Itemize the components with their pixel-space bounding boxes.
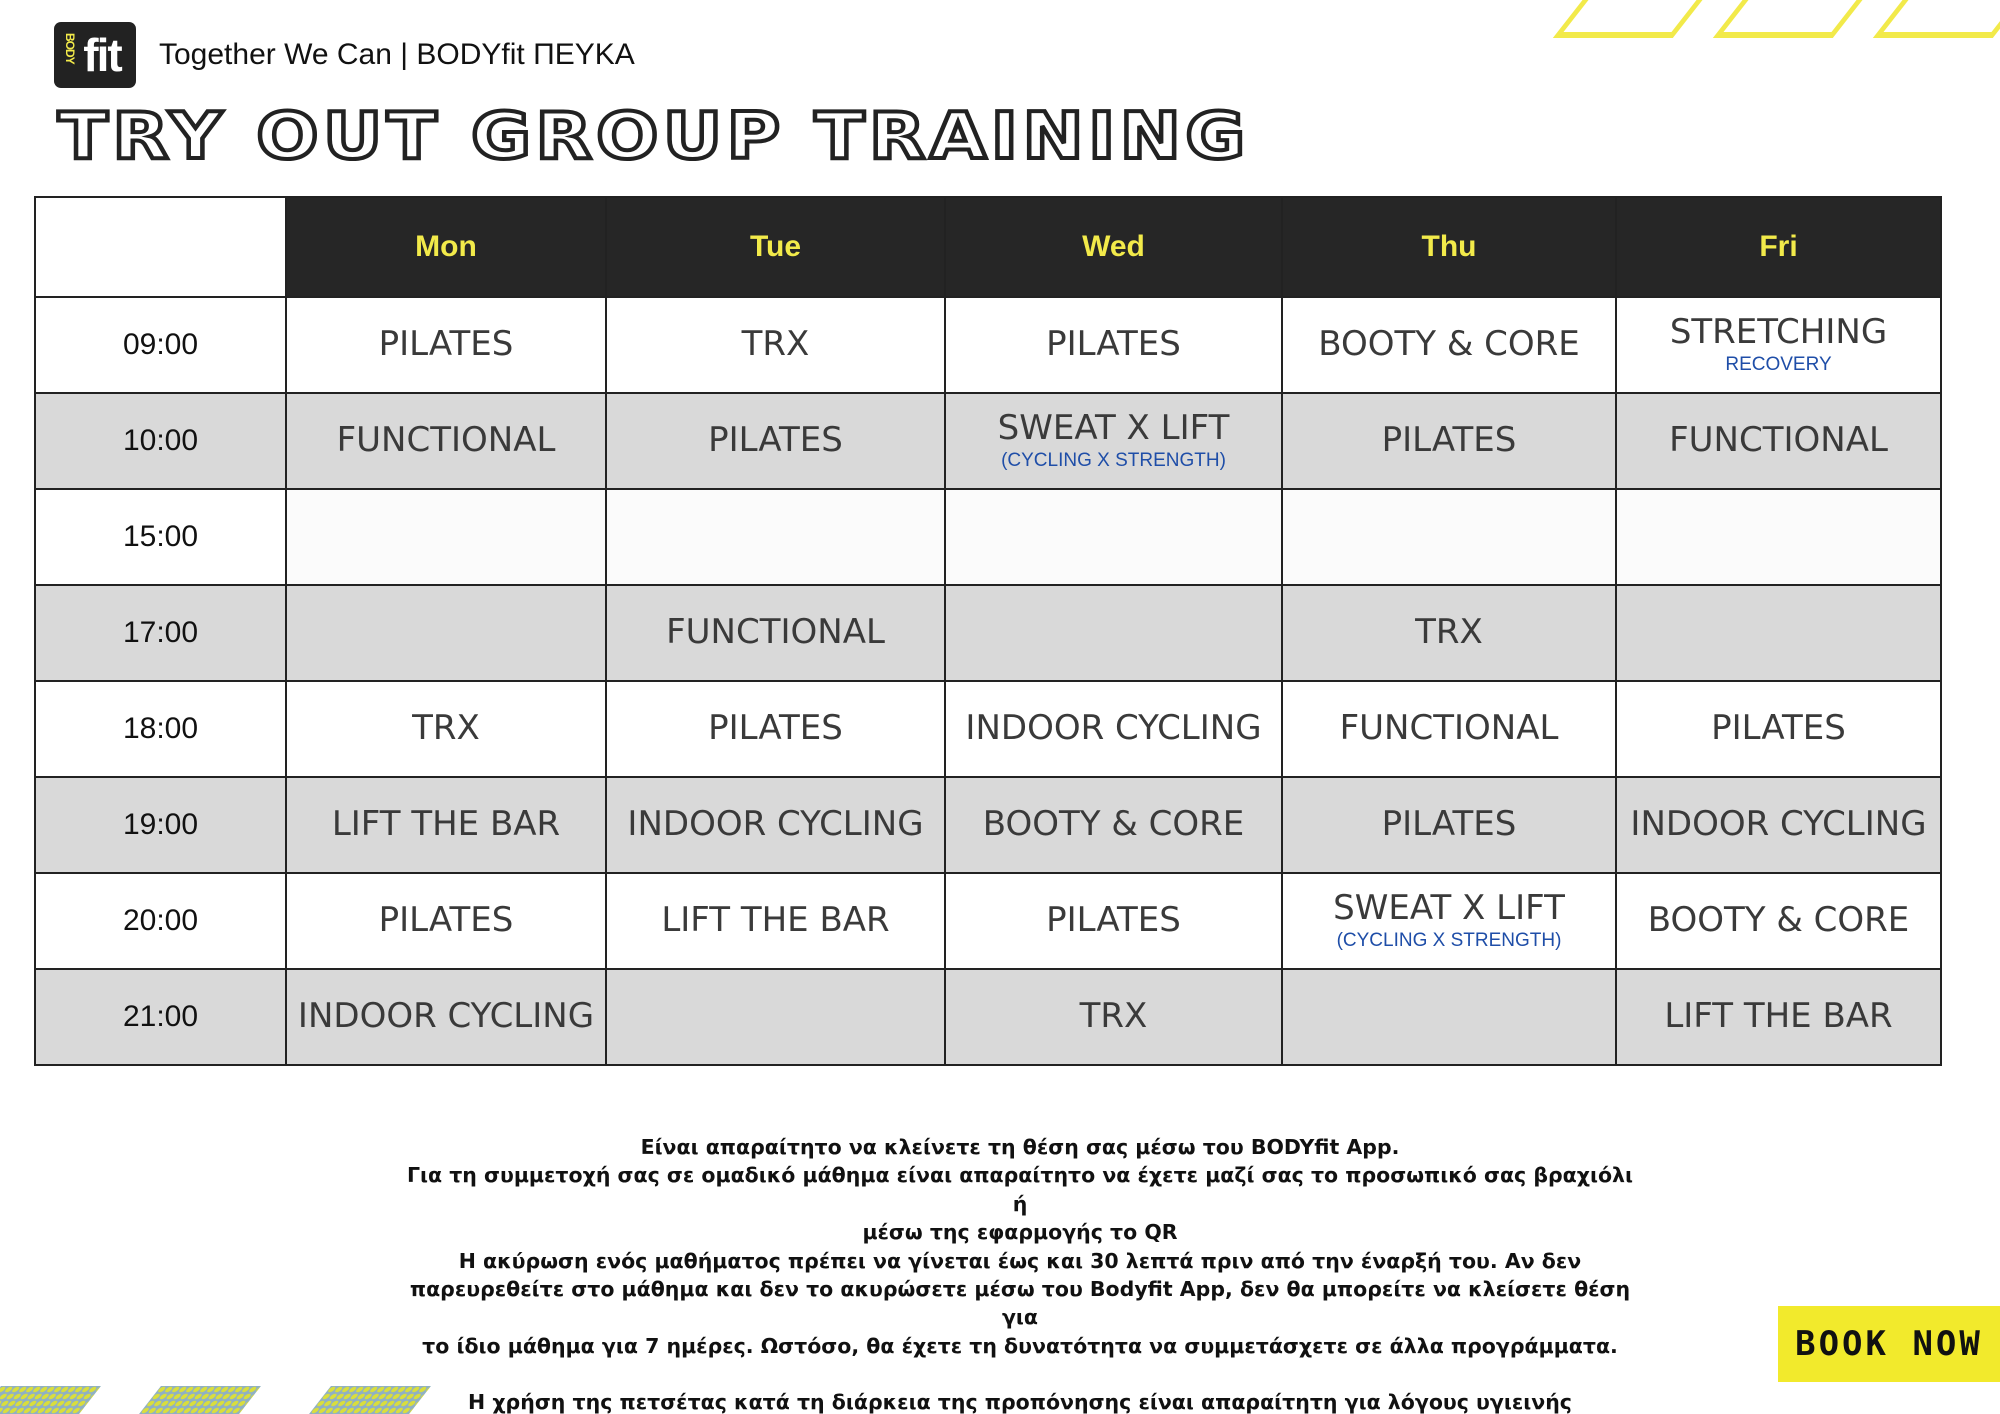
class-name: FUNCTIONAL (666, 612, 885, 653)
class-name: INDOOR CYCLING (297, 996, 595, 1037)
class-cell (945, 681, 1282, 777)
stripe-decoration (1713, 0, 1867, 38)
empty-cell (606, 969, 945, 1065)
decorative-stripes-top (1530, 0, 2000, 44)
empty-cell (1616, 489, 1941, 585)
table-row (35, 489, 1941, 585)
empty-cell (1282, 489, 1616, 585)
class-subtitle: (CYCLING X STRENGTH) (1336, 929, 1562, 951)
class-name: INDOOR CYCLING (965, 708, 1262, 749)
class-cell (606, 297, 945, 393)
empty-cell (945, 585, 1282, 681)
class-name: LIFT THE BAR (661, 900, 890, 941)
notes-line: Η ακύρωση ενός μαθήματος πρέπει να γίνεται έως και 30 λεπτά πριν από την έναρξή του. Αν δεν (458, 1248, 1582, 1273)
logo-fit-text: fit (83, 29, 121, 81)
page-title: TRY OUT GROUP TRAINING (58, 100, 1250, 174)
class-name: TRX (412, 708, 480, 749)
class-cell (286, 873, 606, 969)
class-cell (606, 777, 945, 873)
class-name: PILATES (1711, 708, 1846, 749)
stripe-decoration (0, 1386, 101, 1414)
day-header-tue: Tue (606, 197, 945, 297)
time-slot: 19:00 (35, 777, 286, 873)
class-name: FUNCTIONAL (1669, 420, 1888, 461)
class-name: PILATES (708, 708, 843, 749)
notes-lines (405, 1133, 1635, 1360)
decorative-stripes-bottom (0, 1386, 460, 1414)
class-cell (286, 969, 606, 1065)
stripe-decoration (1553, 0, 1707, 38)
hygiene-note: Η χρήση της πετσέτας κατά τη διάρκεια της προπόνησης είναι απαραίτητη για λόγους υγιεινής (468, 1390, 1572, 1414)
class-name: INDOOR CYCLING (627, 804, 924, 845)
class-cell (945, 969, 1282, 1065)
time-slot: 15:00 (35, 489, 286, 585)
class-name: PILATES (1381, 804, 1517, 845)
class-name: FUNCTIONAL (336, 420, 556, 461)
corner-cell (35, 197, 286, 297)
class-cell (1282, 777, 1616, 873)
empty-cell (1616, 585, 1941, 681)
class-cell (1616, 969, 1941, 1065)
class-cell (1282, 873, 1616, 969)
class-name: TRX (1415, 612, 1483, 653)
time-slot: 21:00 (35, 969, 286, 1065)
table-row (35, 873, 1941, 969)
time-slot: 17:00 (35, 585, 286, 681)
empty-cell (286, 585, 606, 681)
class-subtitle: RECOVERY (1725, 353, 1832, 375)
class-subtitle: (CYCLING X STRENGTH) (1001, 449, 1226, 471)
notes-line: Για τη συμμετοχή σας σε ομαδικό μάθημα είναι απαραίτητο να έχετε μαζί σας το προσωπικό σας βραχιόλι ή (406, 1163, 1634, 1216)
class-name: PILATES (1381, 420, 1517, 461)
class-name: INDOOR CYCLING (1630, 804, 1927, 845)
empty-cell (945, 489, 1282, 585)
class-cell (286, 297, 606, 393)
notes-spacer (405, 1360, 1635, 1388)
class-cell (286, 681, 606, 777)
class-cell (1282, 681, 1616, 777)
table-row (35, 969, 1941, 1065)
class-name: STRETCHING (1669, 312, 1888, 353)
table-row (35, 585, 1941, 681)
class-cell (945, 777, 1282, 873)
notes-line: το ίδιο μάθημα για 7 ημέρες. Ωστόσο, θα έχετε τη δυνατότητα να συμμετάσχετε σε άλλα προγράμματα. (422, 1333, 1618, 1358)
day-header-mon: Mon (286, 197, 606, 297)
time-slot: 09:00 (35, 297, 286, 393)
class-name: SWEAT X LIFT (1333, 888, 1565, 929)
notes-line: μέσω της εφαρμογής το QR (862, 1220, 1178, 1245)
class-name: PILATES (708, 420, 843, 461)
class-cell (606, 585, 945, 681)
class-cell (1616, 777, 1941, 873)
class-name: PILATES (1046, 324, 1181, 365)
table-row (35, 681, 1941, 777)
day-header-wed: Wed (945, 197, 1282, 297)
stripe-decoration (1873, 0, 2000, 38)
class-name: PILATES (1046, 900, 1181, 941)
class-cell (1282, 585, 1616, 681)
bodyfit-logo (54, 22, 136, 88)
table-header-row (35, 197, 1941, 297)
booking-notes (405, 1133, 1635, 1414)
class-cell (1282, 297, 1616, 393)
table-row (35, 393, 1941, 489)
class-cell (1282, 393, 1616, 489)
notes-line: Είναι απαραίτητο να κλείνετε τη θέση σας μέσω του BODYfit App. (640, 1135, 1400, 1159)
class-name: SWEAT X LIFT (997, 408, 1230, 449)
time-slot: 18:00 (35, 681, 286, 777)
class-cell (606, 873, 945, 969)
book-now-button[interactable]: BOOK NOW (1778, 1306, 2000, 1382)
table-row (35, 777, 1941, 873)
class-cell (945, 873, 1282, 969)
empty-cell (286, 489, 606, 585)
class-cell (606, 393, 945, 489)
class-name: BOOTY & CORE (982, 804, 1245, 845)
class-name: PILATES (378, 324, 514, 365)
class-schedule-table (34, 196, 1942, 1066)
table-row (35, 297, 1941, 393)
empty-cell (1282, 969, 1616, 1065)
class-name: TRX (741, 324, 810, 365)
class-cell (1616, 681, 1941, 777)
class-name: LIFT THE BAR (1664, 996, 1893, 1037)
day-header-thu: Thu (1282, 197, 1616, 297)
class-cell (606, 681, 945, 777)
logo-small-text: BODY (63, 33, 77, 64)
class-name: PILATES (378, 900, 514, 941)
class-cell (945, 393, 1282, 489)
class-cell (945, 297, 1282, 393)
class-name: TRX (1079, 996, 1148, 1037)
class-cell (286, 393, 606, 489)
stripe-decoration (139, 1386, 261, 1414)
class-cell (1616, 393, 1941, 489)
day-header-fri: Fri (1616, 197, 1941, 297)
notes-line: παρευρεθείτε στο μάθημα και δεν το ακυρώσετε μέσω του Bodyfit App, δεν θα μπορείτε να κλείσετε θέση για (409, 1277, 1631, 1330)
class-cell (286, 777, 606, 873)
tagline: Together We Can | BODYfit ΠΕΥΚΑ (159, 38, 635, 71)
class-name: FUNCTIONAL (1339, 708, 1559, 749)
class-name: BOOTY & CORE (1318, 324, 1580, 365)
class-cell (1616, 297, 1941, 393)
class-name: BOOTY & CORE (1647, 900, 1910, 941)
time-slot: 20:00 (35, 873, 286, 969)
empty-cell (606, 489, 945, 585)
time-slot: 10:00 (35, 393, 286, 489)
class-name: LIFT THE BAR (331, 804, 561, 845)
table-body (35, 297, 1941, 1065)
class-cell (1616, 873, 1941, 969)
